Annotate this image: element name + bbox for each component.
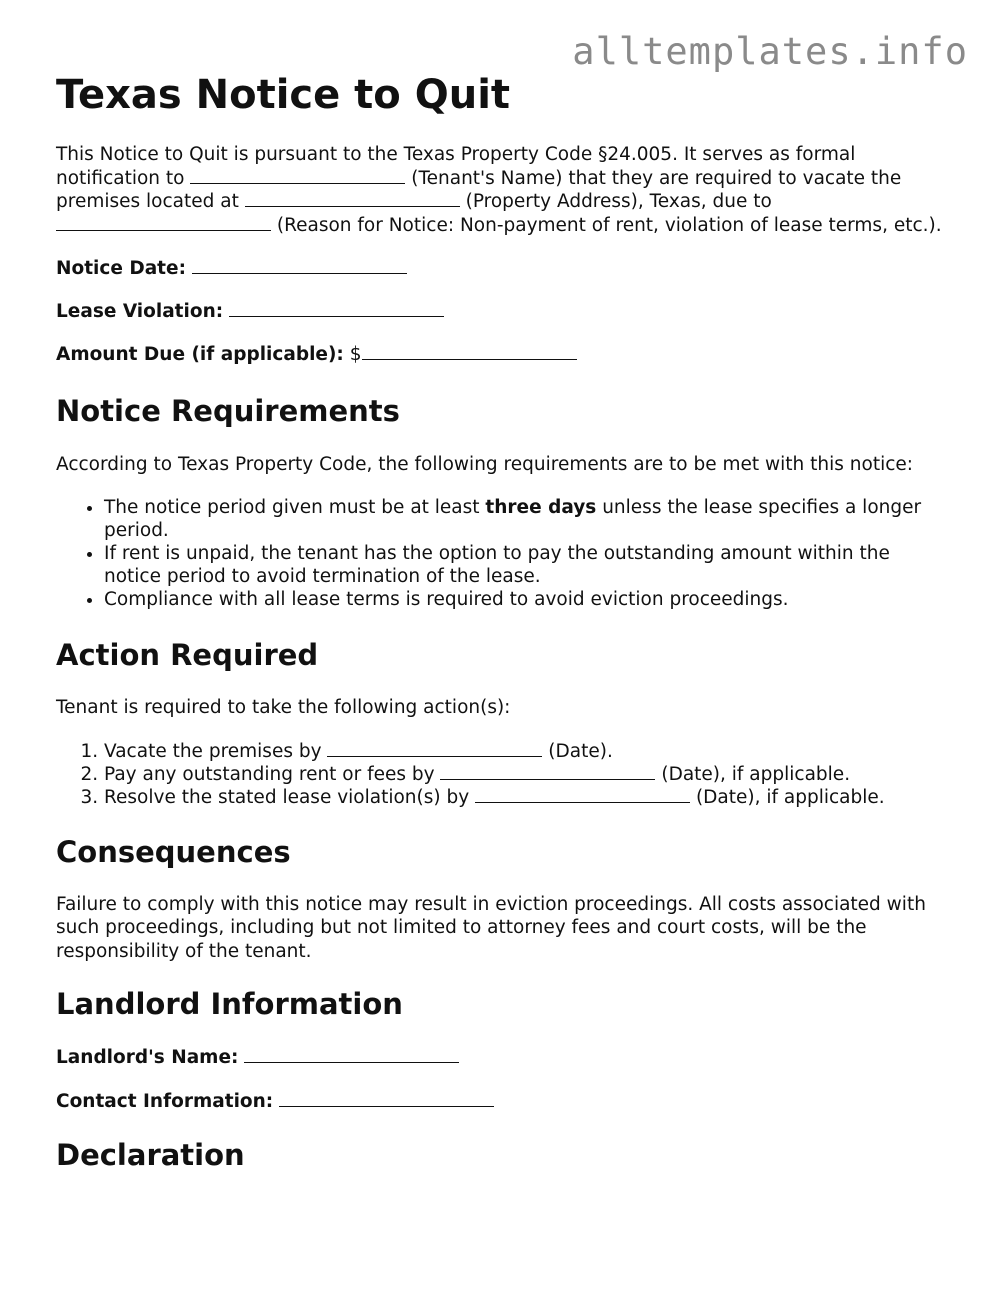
watermark: alltemplates.info — [572, 30, 968, 73]
landlord-name-blank[interactable] — [244, 1046, 459, 1063]
tenant-name-blank[interactable] — [190, 167, 405, 184]
contact-blank[interactable] — [279, 1090, 494, 1107]
action-lead: Tenant is required to take the following action(s): — [56, 697, 511, 718]
vacate-date-blank[interactable] — [327, 740, 542, 757]
notice-date-blank[interactable] — [192, 257, 407, 274]
intro-paragraph: This Notice to Quit is pursuant to the Texas Property Code §24.005. It serves as formal notification to (Tenant's Name) that they are required to vacate the premises located at (Property Address), Texas, due to (Reason for Notice: Non-payment of rent, violation of lease terms, etc.). — [56, 144, 942, 236]
consequences-text: Failure to comply with this notice may result in eviction proceedings. All costs associated with such proceedings, including but not limited to attorney fees and court costs, will be the responsibility of the tenant. — [56, 893, 926, 962]
lease-violation-field: Lease Violation: — [56, 300, 946, 324]
contact-field: Contact Information: — [56, 1090, 946, 1114]
reason-blank[interactable] — [56, 214, 271, 231]
consequences-heading: Consequences — [56, 834, 291, 869]
lease-violation-blank[interactable] — [229, 300, 444, 317]
property-address-blank[interactable] — [245, 190, 460, 207]
notice-fields — [56, 257, 946, 367]
landlord-name-field: Landlord's Name: — [56, 1046, 946, 1070]
list-item: 2. Pay any outstanding rent or fees by (Date), if applicable. — [104, 763, 946, 786]
action-heading: Action Required — [56, 638, 319, 672]
list-item: 3. Resolve the stated lease violation(s) by (Date), if applicable. — [104, 786, 946, 809]
pay-date-blank[interactable] — [440, 763, 655, 780]
amount-due-blank[interactable] — [362, 343, 577, 360]
list-item: • If rent is unpaid, the tenant has the option to pay the outstanding amount within the notice period to avoid termination of the lease. — [104, 542, 946, 588]
page-title: Texas Notice to Quit — [56, 72, 511, 118]
requirements-list — [56, 496, 946, 611]
notice-date-field: Notice Date: — [56, 257, 946, 281]
amount-due-field: Amount Due (if applicable): $ — [56, 343, 946, 367]
list-item: • Compliance with all lease terms is required to avoid eviction proceedings. — [104, 588, 946, 611]
document-page — [56, 0, 946, 1173]
list-item: 1. Vacate the premises by (Date). — [104, 740, 946, 763]
requirements-heading: Notice Requirements — [56, 393, 400, 428]
action-list — [56, 740, 946, 809]
list-item: • The notice period given must be at least three days unless the lease specifies a longer period. — [104, 496, 946, 542]
requirements-lead: According to Texas Property Code, the following requirements are to be met with this notice: — [56, 453, 914, 475]
landlord-heading: Landlord Information — [56, 987, 403, 1021]
declaration-heading: Declaration — [56, 1138, 245, 1172]
resolve-date-blank[interactable] — [475, 786, 690, 803]
